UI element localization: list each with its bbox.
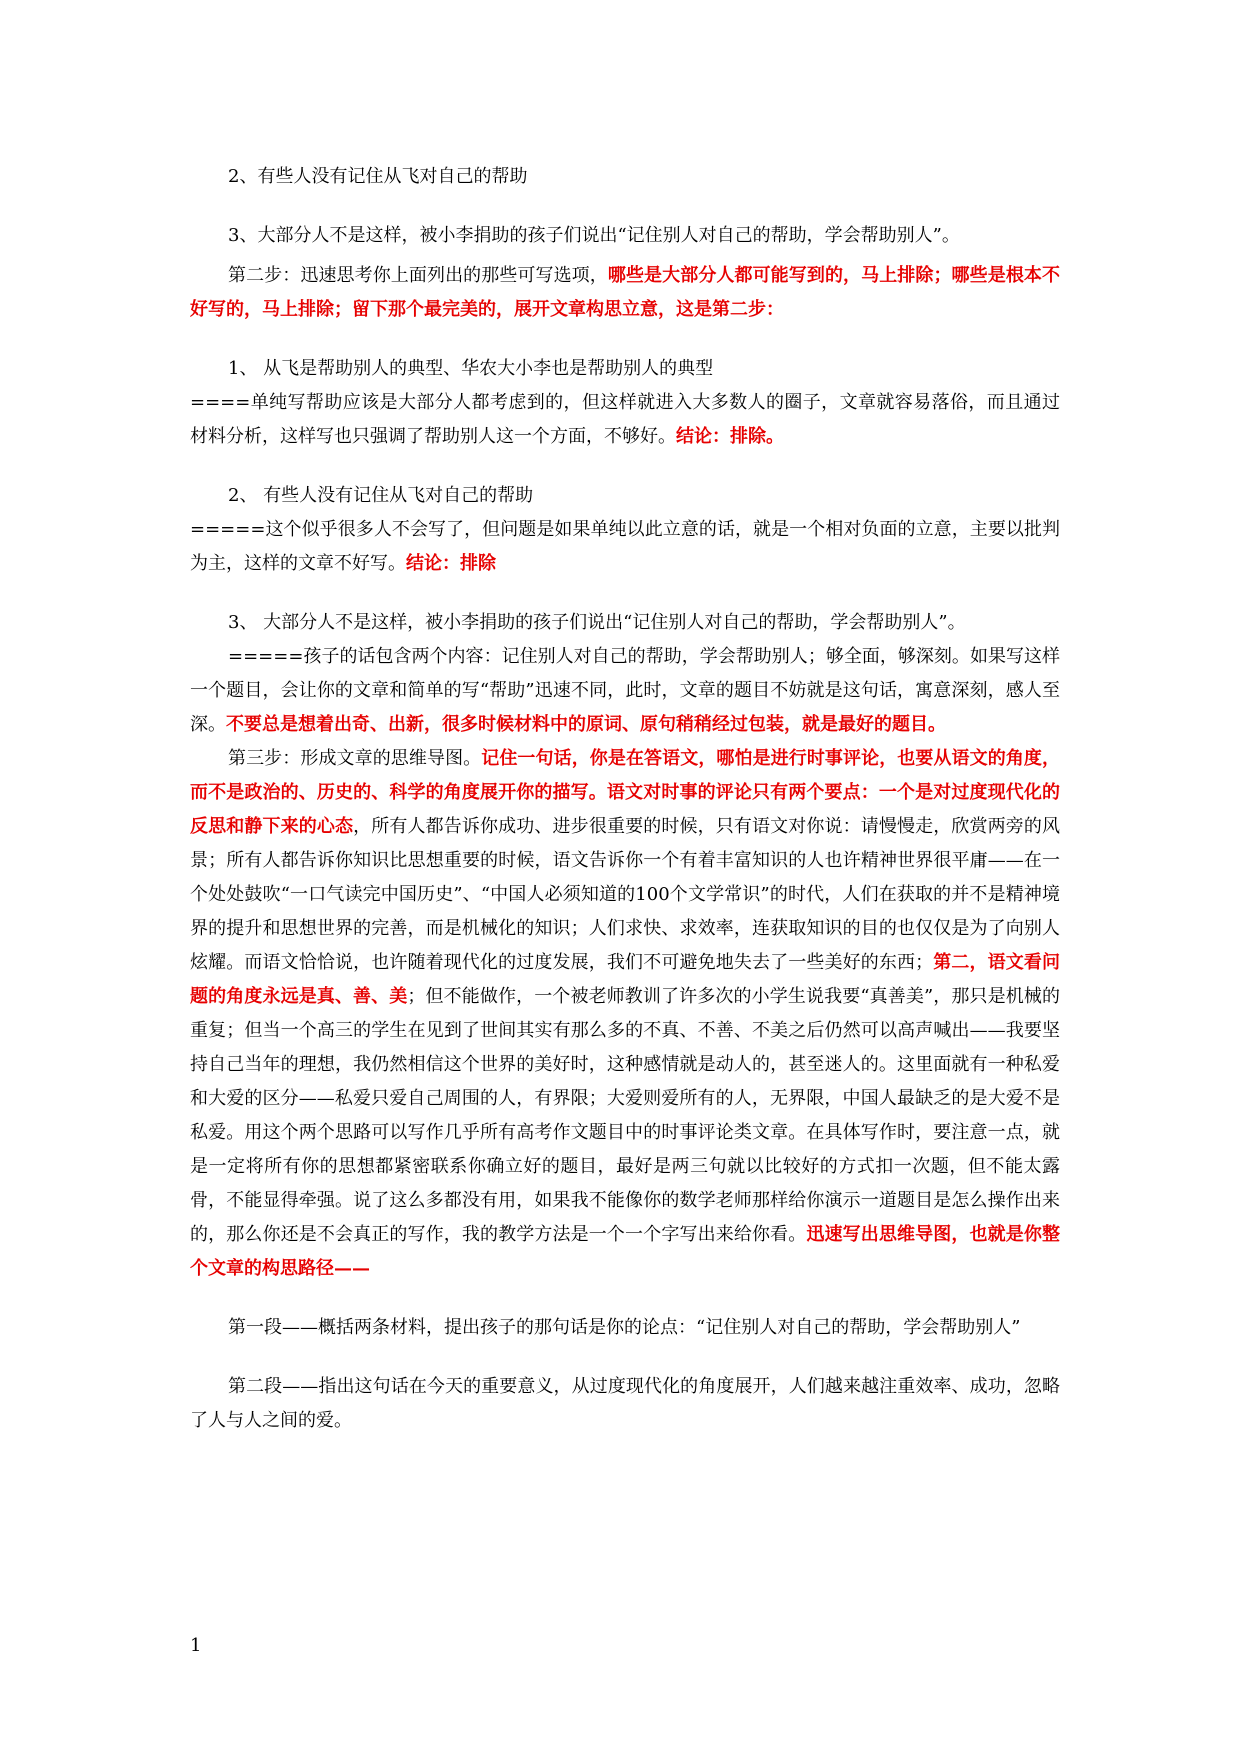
paragraph-9-emphasis: 不要总是想着出奇、出新，很多时候材料中的原词、原句稍稍经过包装，就是最好的题目。	[226, 714, 946, 735]
paragraph-7-text: =====这个似乎很多人不会写了，但问题是如果单纯以此立意的话，就是一个相对负面的立意，主要以批判为主，这样的文章不好写。	[190, 519, 1060, 574]
paragraph-7-emphasis: 结论：排除	[406, 553, 496, 574]
paragraph-3	[190, 259, 1060, 327]
paragraph-6	[190, 479, 1060, 513]
paragraph-10	[190, 742, 1060, 1286]
paragraph-5-text: ====单纯写帮助应该是大部分人都考虑到的，但这样就进入大多数人的圈子，文章就容易落俗，而且通过材料分析，这样写也只强调了帮助别人这一个方面，不够好。	[190, 392, 1060, 447]
paragraph-11	[190, 1311, 1060, 1345]
paragraph-4-text: 1、 从飞是帮助别人的典型、华农大小李也是帮助别人的典型	[228, 358, 714, 379]
document-body	[190, 160, 1060, 1438]
paragraph-5	[190, 386, 1060, 454]
paragraph-1-text: 2、有些人没有记住从飞对自己的帮助	[228, 166, 528, 187]
paragraph-3-text: 第二步：迅速思考你上面列出的那些可写选项，	[228, 265, 608, 286]
paragraph-9	[190, 640, 1060, 742]
paragraph-12-text: 第二段——指出这句话在今天的重要意义，从过度现代化的角度展开，人们越来越注重效率、成功，忽略了人与人之间的爱。	[190, 1376, 1060, 1431]
paragraph-2	[190, 219, 1060, 253]
paragraph-7	[190, 513, 1060, 581]
paragraph-3-emphasis: 哪些是大部分人都可能写到的，马上排除；哪些是根本不好写的，马上排除；留下那个最完美的，展开文章构思立意，这是第二步：	[190, 265, 1061, 320]
paragraph-8	[190, 606, 1060, 640]
paragraph-11-text: 第一段——概括两条材料，提出孩子的那句话是你的论点：“记住别人对自己的帮助，学会帮助别人”	[228, 1317, 1021, 1338]
paragraph-10-emphasis-2: 第二，语文看问题的角度永远是真、善、美	[190, 952, 1061, 1007]
paragraph-4	[190, 352, 1060, 386]
paragraph-10-text-2: ，所有人都告诉你成功、进步很重要的时候，只有语文对你说：请慢慢走，欣赏两旁的风景；所有人都告诉你知识比思想重要的时候，语文告诉你一个有着丰富知识的人也许精神世界很平庸——在一个处处鼓吹“一口气读完中国历史”、“中国人必须知道的100个文学常识”的时代，人们在获取的并不是精神境界的提升和思想世界的完善，而是机械化的知识；人们求快、求效率，连获取知识的目的也仅仅是为了向别人炫耀。而语文恰恰说，也许随着现代化的过度发展，我们不可避免地失去了一些美好的东西；	[190, 816, 1061, 973]
paragraph-10-emphasis-3: 迅速写出思维导图，也就是你整个文章的构思路径——	[190, 1224, 1061, 1279]
paragraph-12	[190, 1370, 1060, 1438]
paragraph-1	[190, 160, 1060, 194]
paragraph-10-text-1: 第三步：形成文章的思维导图。	[228, 748, 482, 769]
paragraph-8-text: 3、 大部分人不是这样，被小李捐助的孩子们说出“记住别人对自己的帮助，学会帮助别人”。	[228, 612, 966, 633]
page-number: 1	[190, 1635, 202, 1656]
paragraph-9-text: =====孩子的话包含两个内容：记住别人对自己的帮助，学会帮助别人；够全面，够深刻。如果写这样一个题目，会让你的文章和简单的写“帮助”迅速不同，此时，文章的题目不妨就是这句话，寓意深刻，感人至深。	[190, 646, 1060, 735]
paragraph-10-emphasis-1: 记住一句话，你是在答语文，哪怕是进行时事评论，也要从语文的角度，而不是政治的、历史的、科学的角度展开你的描写。语文对时事的评论只有两个要点：一个是对过度现代化的反思和静下来的心态	[190, 748, 1061, 837]
paragraph-2-text: 3、大部分人不是这样，被小李捐助的孩子们说出“记住别人对自己的帮助，学会帮助别人”。	[228, 225, 960, 246]
paragraph-6-text: 2、 有些人没有记住从飞对自己的帮助	[228, 485, 534, 506]
paragraph-5-emphasis: 结论：排除。	[676, 426, 784, 447]
paragraph-10-text-3: ；但不能做作，一个被老师教训了许多次的小学生说我要“真善美”，那只是机械的重复；但当一个高三的学生在见到了世间其实有那么多的不真、不善、不美之后仍然可以高声喊出——我要坚持自己当年的理想，我仍然相信这个世界的美好时，这种感情就是动人的，甚至迷人的。这里面就有一种私爱和大爱的区分——私爱只爱自己周围的人，有界限；大爱则爱所有的人，无界限，中国人最缺乏的是大爱不是私爱。用这个两个思路可以写作几乎所有高考作文题目中的时事评论类文章。在具体写作时，要注意一点，就是一定将所有你的思想都紧密联系你确立好的题目，最好是两三句就以比较好的方式扣一次题，但不能太露骨，不能显得牵强。说了这么多都没有用，如果我不能像你的数学老师那样给你演示一道题目是怎么操作出来的，那么你还是不会真正的写作，我的教学方法是一个一个字写出来给你看。	[190, 986, 1061, 1245]
